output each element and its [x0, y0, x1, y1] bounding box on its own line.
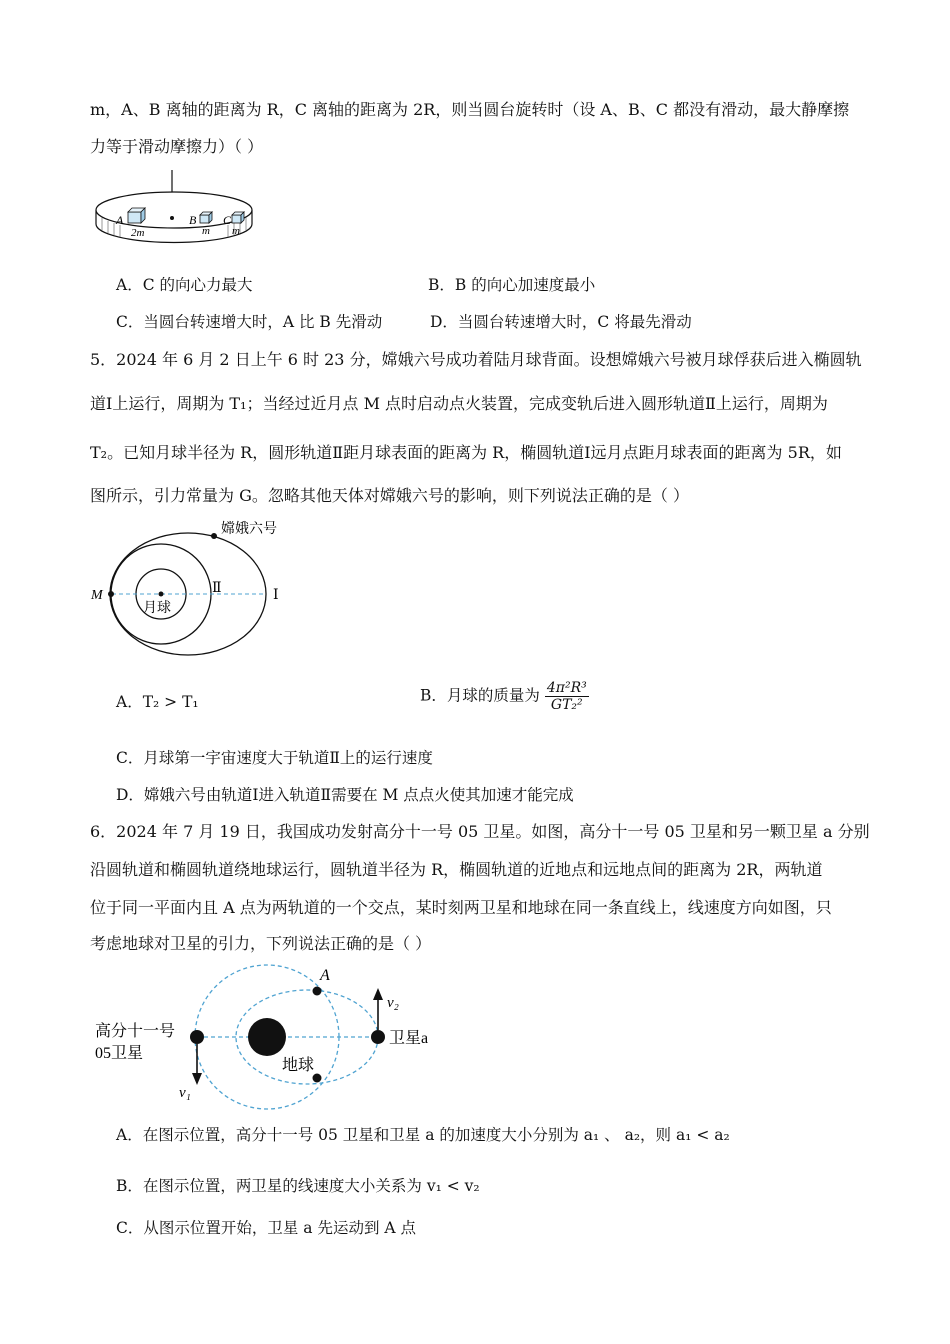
mass-b: m	[202, 225, 210, 237]
q6-option-b: B．在图示位置，两卫星的线速度大小关系为 v₁ < v₂	[116, 1177, 480, 1195]
q4-turntable-figure	[92, 168, 262, 250]
v2-label: v₂	[387, 995, 399, 1011]
block-c	[232, 212, 244, 223]
block-b	[200, 212, 212, 223]
sat-name-line-1: 高分十一号	[95, 1023, 176, 1040]
satellite-a-icon	[371, 1030, 385, 1044]
q5-option-c: C．月球第一宇宙速度大于轨道Ⅱ上的运行速度	[116, 749, 433, 767]
q6-option-a: A．在图示位置，高分十一号 05 卫星和卫星 a 的加速度大小分别为 a₁ 、 a₂，则 a₁ < a₂	[116, 1126, 730, 1144]
q5-stem-line-3: T₂。已知月球半径为 R，圆形轨道Ⅱ距月球表面的距离为 R，椭圆轨道Ⅰ远月点距月球表面的距离为 5R，如	[90, 443, 842, 462]
q5-option-b	[420, 680, 589, 713]
q5-stem-line-4: 图所示，引力常量为 G。忽略其他天体对嫦娥六号的影响，则下列说法正确的是（ ）	[90, 486, 689, 505]
v1-label: v₁	[179, 1085, 191, 1101]
q6-stem-line-1: 6．2024 年 7 月 19 日，我国成功发射高分十一号 05 卫星。如图，高分十一号 05 卫星和另一颗卫星 a 分别	[90, 822, 870, 841]
moon-label: 月球	[143, 601, 171, 616]
q6-stem-line-3: 位于同一平面内且 A 点为两轨道的一个交点，某时刻两卫星和地球在同一条直线上，线速度方向如图，只	[90, 898, 832, 917]
q5-option-d: D．嫦娥六号由轨道Ⅰ进入轨道Ⅱ需要在 M 点点火使其加速才能完成	[116, 786, 574, 804]
q6-satellite-figure	[92, 962, 452, 1114]
q4-option-d: D．当圆台转速增大时，C 将最先滑动	[430, 313, 692, 331]
probe-label: 嫦娥六号	[221, 522, 277, 537]
earth-icon	[248, 1018, 286, 1056]
mass-c: m	[232, 225, 240, 237]
satellite-05-icon	[190, 1030, 204, 1044]
sat-a-label: 卫星a	[389, 1030, 429, 1047]
label-a: A	[116, 213, 124, 227]
orbit-2-label: Ⅱ	[212, 581, 222, 596]
block-a	[128, 208, 145, 223]
q5-option-a: A．T₂ > T₁	[116, 693, 199, 711]
q6-stem-line-4: 考虑地球对卫星的引力，下列说法正确的是（ ）	[90, 934, 432, 953]
q5-stem-line-2: 道Ⅰ上运行，周期为 T₁；当经过近月点 M 点时启动点火装置，完成变轨后进入圆形轨道Ⅱ上运行，周期为	[90, 394, 828, 413]
moon-mass-fraction	[545, 680, 589, 713]
orbit-1-label: Ⅰ	[273, 588, 279, 603]
q5-option-b-text: B．月球的质量为	[420, 686, 540, 705]
q4-stem-line-2: 力等于滑动摩擦力）（ ）	[90, 137, 264, 156]
q6-stem-line-2: 沿圆轨道和椭圆轨道绕地球运行，圆轨道半径为 R，椭圆轨道的近地点和远地点间的距离为 2R，两轨道	[90, 860, 823, 879]
sat-name-line-2: 05卫星	[95, 1045, 144, 1062]
point-a-label: A	[320, 967, 330, 984]
q5-stem-line-1: 5．2024 年 6 月 2 日上午 6 时 23 分，嫦娥六号成功着陆月球背面。设想嫦娥六号被月球俘获后进入椭圆轨	[90, 350, 862, 369]
q4-option-a: A．C 的向心力最大	[116, 276, 253, 294]
q5-orbit-figure	[88, 516, 298, 658]
q6-option-c: C．从图示位置开始，卫星 a 先运动到 A 点	[116, 1219, 417, 1237]
earth-label: 地球	[282, 1057, 315, 1074]
label-c: C	[223, 213, 232, 227]
fraction-denominator: GT₂²	[550, 697, 583, 713]
q4-option-b: B．B 的向心加速度最小	[428, 276, 596, 294]
fraction-numerator: 4π²R³	[546, 680, 587, 696]
point-m-label: M	[91, 588, 103, 603]
label-b: B	[189, 213, 197, 227]
q4-option-c: C．当圆台转速增大时，A 比 B 先滑动	[116, 313, 383, 331]
mass-a: 2m	[131, 227, 145, 239]
q4-stem-line-1: m，A、B 离轴的距离为 R，C 离轴的距离为 2R，则当圆台旋转时（设 A、B、C 都没有滑动，最大静摩擦	[90, 100, 850, 119]
